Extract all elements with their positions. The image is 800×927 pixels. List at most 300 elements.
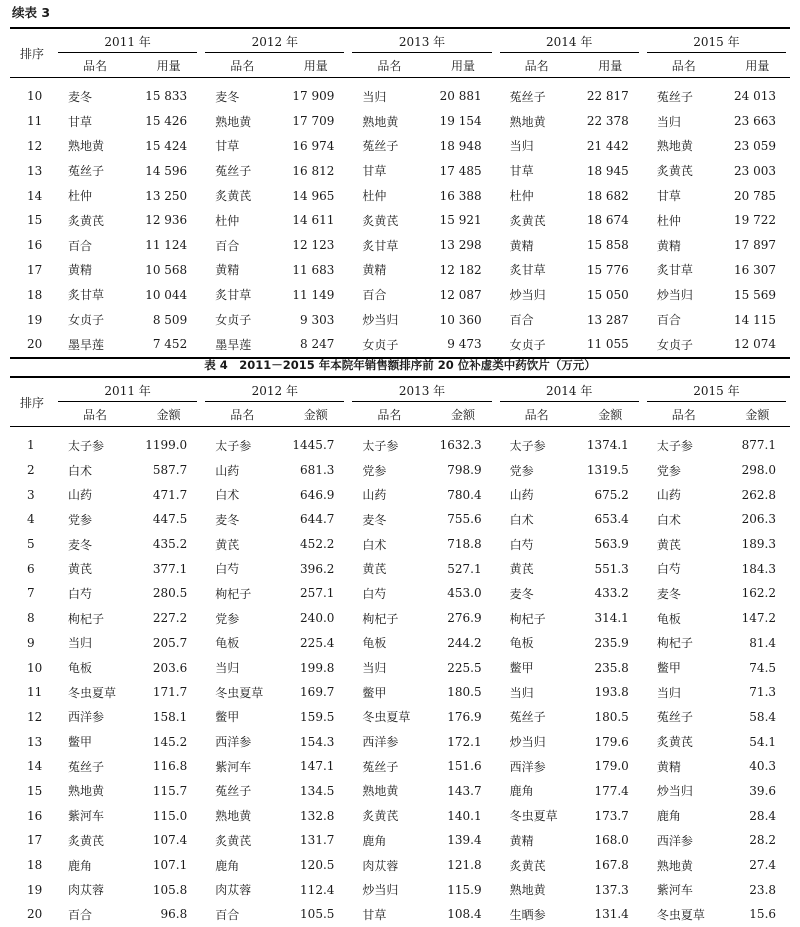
herb-name-cell: 炙黄芪 [68,833,105,848]
herb-name-cell: 炙黄芪 [509,213,546,228]
table-row [10,208,790,233]
value-cell: 587.7 [152,463,188,478]
value-cell: 755.6 [447,512,482,527]
value-cell: 147.2 [741,611,777,626]
value-cell: 8 509 [152,312,188,327]
herb-name-cell: 炒当归 [362,313,399,328]
value-cell: 8 247 [300,337,335,352]
value-cell: 12 123 [292,238,335,253]
value-cell: 203.6 [152,660,188,675]
table4-header [10,377,790,427]
herb-name-cell: 女贞子 [509,337,546,352]
rank-cell: 16 [27,238,43,253]
herb-name-cell: 百合 [509,313,534,328]
value-column-header: 金额 [725,402,790,427]
herb-name-cell: 炒当归 [509,735,546,750]
herb-name-cell: 黄精 [362,263,387,278]
value-cell: 1319.5 [586,463,629,478]
value-cell: 1632.3 [439,438,482,453]
table-row [10,655,790,680]
year-header [643,377,790,402]
value-column-header: 金额 [136,402,201,427]
value-cell: 115.9 [447,882,482,897]
table4-body [10,427,790,927]
value-cell: 147.1 [300,759,335,774]
value-cell: 193.8 [594,685,629,700]
value-column-header: 用量 [578,53,643,78]
value-cell: 14 965 [292,188,335,203]
rank-header: 排序 [10,28,54,78]
value-cell: 780.4 [447,487,482,502]
herb-name-cell: 生晒参 [509,907,546,922]
value-cell: 262.8 [741,487,777,502]
herb-name-cell: 炙黄芪 [68,213,105,228]
herb-name-cell: 麦冬 [362,512,387,527]
value-cell: 12 087 [439,287,482,302]
name-column-header: 品名 [643,53,725,78]
herb-name-cell: 鳖甲 [68,735,93,750]
value-cell: 180.5 [594,709,629,724]
value-cell: 176.9 [447,709,482,724]
herb-name-cell: 紫河车 [656,883,693,898]
herb-name-cell: 炙甘草 [68,288,105,303]
herb-name-cell: 杜仲 [362,189,387,204]
value-cell: 12 074 [734,337,777,352]
herb-name-cell: 菟丝子 [509,710,546,725]
year-header [496,377,643,402]
value-cell: 240.0 [300,611,335,626]
value-cell: 18 682 [586,188,629,203]
herb-name-cell: 枸杞子 [362,611,399,626]
herb-name-cell: 甘草 [68,114,93,129]
herb-name-cell: 熟地黄 [362,114,399,129]
herb-name-cell: 当归 [656,114,681,129]
value-cell: 16 388 [439,188,482,203]
value-cell: 10 360 [439,312,482,327]
year-underline [647,52,786,53]
value-cell: 21 442 [586,138,629,153]
value-cell: 396.2 [300,561,335,576]
name-column-header: 品名 [348,402,430,427]
value-cell: 159.5 [300,709,335,724]
table4-title: 表 4 2011－2015 年本院年销售额排序前 20 位补虚类中药饮片（万元） [204,358,596,372]
herb-name-cell: 麦冬 [509,586,534,601]
herb-name-cell: 百合 [362,288,387,303]
herb-name-cell: 百合 [68,238,93,253]
herb-name-cell: 炙黄芪 [215,833,252,848]
rank-cell: 6 [27,561,35,576]
value-cell: 121.8 [447,858,482,873]
herb-name-cell: 白术 [362,537,387,552]
herb-name-cell: 鳖甲 [656,661,681,676]
table-row [10,78,790,109]
herb-name-cell: 黄精 [68,263,93,278]
value-cell: 189.3 [741,537,777,552]
value-cell: 74.5 [749,660,777,675]
herb-name-cell: 甘草 [656,189,681,204]
herb-name-cell: 冬虫夏草 [656,907,705,922]
rank-cell: 14 [27,759,43,774]
table-row [10,729,790,754]
herb-name-cell: 熟地黄 [509,883,546,898]
value-cell: 23.8 [749,882,777,897]
year-header [348,28,495,53]
value-cell: 298.0 [741,463,777,478]
herb-name-cell: 墨旱莲 [68,337,105,352]
value-cell: 28.2 [749,833,777,848]
herb-name-cell: 山药 [215,463,240,478]
value-cell: 225.5 [447,660,482,675]
herb-name-cell: 龟板 [509,636,534,651]
herb-name-cell: 熟地黄 [215,809,252,824]
year-label: 2013 年 [398,34,446,49]
value-cell: 10 568 [145,262,188,277]
value-cell: 551.3 [594,561,629,576]
herb-name-cell: 西洋参 [509,759,546,774]
value-cell: 16 812 [292,163,335,178]
value-cell: 17 897 [734,238,777,253]
herb-name-cell: 鳖甲 [362,685,387,700]
year-header [201,377,348,402]
herb-name-cell: 菟丝子 [362,139,399,154]
herb-name-cell: 炒当归 [656,288,693,303]
herb-name-cell: 麦冬 [656,586,681,601]
value-cell: 162.2 [741,586,777,601]
herb-name-cell: 炙黄芪 [215,189,252,204]
herb-name-cell: 菟丝子 [68,164,105,179]
value-cell: 12 936 [145,213,188,228]
value-cell: 205.7 [152,635,188,650]
herb-name-cell: 甘草 [509,164,534,179]
value-cell: 40.3 [749,759,777,774]
herb-name-cell: 鹿角 [215,858,240,873]
table-row [10,853,790,878]
herb-name-cell: 炒当归 [509,288,546,303]
value-cell: 22 817 [586,89,629,104]
herb-name-cell: 枸杞子 [68,611,105,626]
value-cell: 15.6 [749,907,777,922]
rank-cell: 16 [27,808,43,823]
herb-name-cell: 当归 [509,685,534,700]
value-cell: 108.4 [447,907,482,922]
herb-name-cell: 熟地黄 [509,114,546,129]
herb-name-cell: 炒当归 [362,883,399,898]
herb-name-cell: 山药 [362,488,387,503]
herb-name-cell: 熟地黄 [68,139,105,154]
value-cell: 17 709 [292,114,335,129]
rank-cell: 8 [27,611,35,626]
value-cell: 27.4 [749,858,777,873]
rank-cell: 18 [27,287,43,302]
value-cell: 20 881 [439,89,482,104]
value-cell: 58.4 [749,709,777,724]
herb-name-cell: 党参 [68,512,93,527]
year-underline [205,52,344,53]
value-cell: 116.8 [152,759,188,774]
value-cell: 257.1 [300,586,335,601]
value-cell: 11 149 [292,287,335,302]
herb-name-cell: 枸杞子 [656,636,693,651]
year-label: 2011 年 [104,383,151,398]
table-row [10,779,790,804]
herb-name-cell: 太子参 [362,438,399,453]
herb-name-cell: 西洋参 [656,833,693,848]
herb-name-cell: 白术 [215,488,240,503]
herb-name-cell: 甘草 [215,139,240,154]
value-cell: 15 858 [586,238,629,253]
herb-name-cell: 熟地黄 [68,784,105,799]
value-cell: 14 596 [145,163,188,178]
rank-cell: 17 [27,833,43,848]
herb-name-cell: 甘草 [362,164,387,179]
year-header [643,28,790,53]
herb-name-cell: 太子参 [509,438,546,453]
year-label: 2014 年 [546,34,593,49]
table-row [10,680,790,705]
herb-name-cell: 百合 [68,907,93,922]
herb-name-cell: 冬虫夏草 [362,710,411,725]
value-cell: 143.7 [447,783,482,798]
value-cell: 452.2 [300,537,335,552]
table-row [10,158,790,183]
herb-name-cell: 麦冬 [215,512,240,527]
value-cell: 112.4 [300,882,335,897]
value-cell: 131.7 [300,833,335,848]
table-row [10,258,790,283]
value-cell: 120.5 [300,858,335,873]
herb-name-cell: 炙甘草 [509,263,546,278]
value-cell: 13 287 [586,312,629,327]
name-column-header: 品名 [496,402,578,427]
value-column-header: 金额 [283,402,348,427]
herb-name-cell: 白芍 [215,562,240,577]
herb-name-cell: 麦冬 [68,89,93,104]
value-cell: 18 674 [586,213,629,228]
herb-name-cell: 黄芪 [656,537,681,552]
name-column-header: 品名 [496,53,578,78]
herb-name-cell: 紫河车 [215,759,252,774]
value-cell: 15 921 [439,213,482,228]
value-cell: 16 974 [292,138,335,153]
value-column-header: 用量 [725,53,790,78]
herb-name-cell: 炙黄芪 [362,809,399,824]
herb-name-cell: 炙甘草 [656,263,693,278]
value-cell: 169.7 [300,685,335,700]
year-underline [647,401,786,402]
herb-name-cell: 太子参 [68,438,105,453]
value-cell: 1199.0 [145,438,188,453]
herb-name-cell: 鹿角 [656,809,681,824]
herb-name-cell: 太子参 [215,438,252,453]
value-cell: 115.0 [152,808,188,823]
value-cell: 199.8 [300,660,335,675]
herb-name-cell: 龟板 [68,661,93,676]
year-label: 2015 年 [693,34,740,49]
table-row [10,482,790,507]
herb-name-cell: 太子参 [656,438,693,453]
year-header [496,28,643,53]
value-cell: 244.2 [447,635,482,650]
value-cell: 23 003 [734,163,777,178]
rank-cell: 13 [27,163,43,178]
rank-cell: 15 [27,783,43,798]
herb-name-cell: 黄芪 [509,562,534,577]
herb-name-cell: 菟丝子 [509,89,546,104]
value-cell: 23 663 [734,114,777,129]
value-cell: 681.3 [300,463,335,478]
herb-name-cell: 白芍 [509,537,534,552]
table-row [10,581,790,606]
value-cell: 435.2 [152,537,188,552]
herb-name-cell: 炙甘草 [215,288,252,303]
value-cell: 471.7 [152,487,188,502]
value-cell: 276.9 [447,611,482,626]
table-row [10,233,790,258]
year-label: 2012 年 [251,383,298,398]
herb-name-cell: 黄精 [656,759,681,774]
table-row [10,332,790,358]
herb-name-cell: 龟板 [362,636,387,651]
herb-name-cell: 西洋参 [215,735,252,750]
table-row [10,631,790,656]
rank-cell: 10 [27,89,43,104]
herb-name-cell: 杜仲 [509,189,534,204]
value-cell: 12 182 [439,262,482,277]
value-cell: 235.8 [594,660,629,675]
table-row [10,754,790,779]
value-cell: 179.0 [594,759,629,774]
herb-name-cell: 西洋参 [68,710,105,725]
value-cell: 433.2 [594,586,629,601]
herb-name-cell: 鳖甲 [215,710,240,725]
value-cell: 11 683 [292,262,335,277]
year-underline [205,401,344,402]
herb-name-cell: 枸杞子 [215,586,252,601]
table3-body [10,78,790,358]
value-cell: 798.9 [447,463,482,478]
herb-name-cell: 炙黄芪 [362,213,399,228]
herb-name-cell: 黄芪 [215,537,240,552]
herb-name-cell: 白芍 [68,586,93,601]
value-cell: 18 945 [586,163,629,178]
rank-cell: 10 [27,660,43,675]
value-cell: 314.1 [594,611,629,626]
herb-name-cell: 龟板 [656,611,681,626]
herb-name-cell: 西洋参 [362,735,399,750]
herb-name-cell: 菟丝子 [362,759,399,774]
rank-cell: 4 [27,512,35,527]
value-cell: 14 115 [734,312,777,327]
herb-name-cell: 党参 [509,463,534,478]
year-header [54,28,201,53]
herb-name-cell: 鹿角 [509,784,534,799]
table-row [10,877,790,902]
herb-name-cell: 菟丝子 [656,89,693,104]
table-row [10,282,790,307]
herb-name-cell: 菟丝子 [215,164,252,179]
value-cell: 81.4 [749,635,777,650]
value-cell: 13 298 [439,238,482,253]
rank-cell: 5 [27,537,35,552]
name-column-header: 品名 [201,402,283,427]
rank-cell: 11 [27,685,43,700]
herb-name-cell: 杜仲 [215,213,240,228]
rank-cell: 19 [27,882,43,897]
rank-cell: 12 [27,138,43,153]
value-cell: 1374.1 [586,438,629,453]
table-row [10,532,790,557]
herb-name-cell: 女贞子 [362,337,399,352]
herb-name-cell: 党参 [362,463,387,478]
herb-name-cell: 当归 [362,661,387,676]
value-cell: 17 485 [439,163,482,178]
value-cell: 15 424 [145,138,188,153]
year-header [348,377,495,402]
rank-cell: 13 [27,734,43,749]
name-column-header: 品名 [348,53,430,78]
herb-name-cell: 冬虫夏草 [215,685,264,700]
name-column-header: 品名 [54,402,136,427]
herb-name-cell: 山药 [656,488,681,503]
rank-cell: 20 [27,337,43,352]
value-cell: 235.9 [594,635,629,650]
value-cell: 179.6 [594,734,629,749]
herb-name-cell: 枸杞子 [509,611,546,626]
value-cell: 644.7 [300,512,335,527]
value-cell: 19 154 [439,114,482,129]
value-cell: 172.1 [447,734,482,749]
value-cell: 646.9 [300,487,335,502]
value-column-header: 金额 [578,402,643,427]
herb-name-cell: 白芍 [656,562,681,577]
value-cell: 173.7 [594,808,629,823]
value-cell: 563.9 [594,537,629,552]
herb-name-cell: 炒当归 [656,784,693,799]
value-cell: 527.1 [447,561,482,576]
value-cell: 184.3 [741,561,777,576]
table-row [10,902,790,927]
table-row [10,109,790,134]
table3-header [10,28,790,78]
herb-name-cell: 熟地黄 [362,784,399,799]
herb-name-cell: 炙黄芪 [656,735,693,750]
table-row [10,828,790,853]
rank-cell: 14 [27,188,43,203]
value-cell: 134.5 [300,783,335,798]
herb-name-cell: 百合 [215,907,240,922]
value-column-header: 用量 [283,53,348,78]
value-cell: 158.1 [152,709,188,724]
herb-name-cell: 白术 [68,463,93,478]
rank-cell: 18 [27,858,43,873]
year-underline [58,401,197,402]
value-cell: 96.8 [160,907,188,922]
herb-name-cell: 甘草 [362,907,387,922]
herb-name-cell: 黄精 [215,263,240,278]
herb-name-cell: 菟丝子 [215,784,252,799]
table-row [10,183,790,208]
value-cell: 13 250 [145,188,188,203]
value-cell: 22 378 [586,114,629,129]
value-cell: 115.7 [152,783,188,798]
herb-name-cell: 当归 [215,661,240,676]
table-row [10,803,790,828]
table-row [10,507,790,532]
herb-name-cell: 黄精 [509,833,534,848]
value-cell: 39.6 [749,783,777,798]
value-cell: 15 426 [145,114,188,129]
herb-name-cell: 炙黄芪 [656,164,693,179]
